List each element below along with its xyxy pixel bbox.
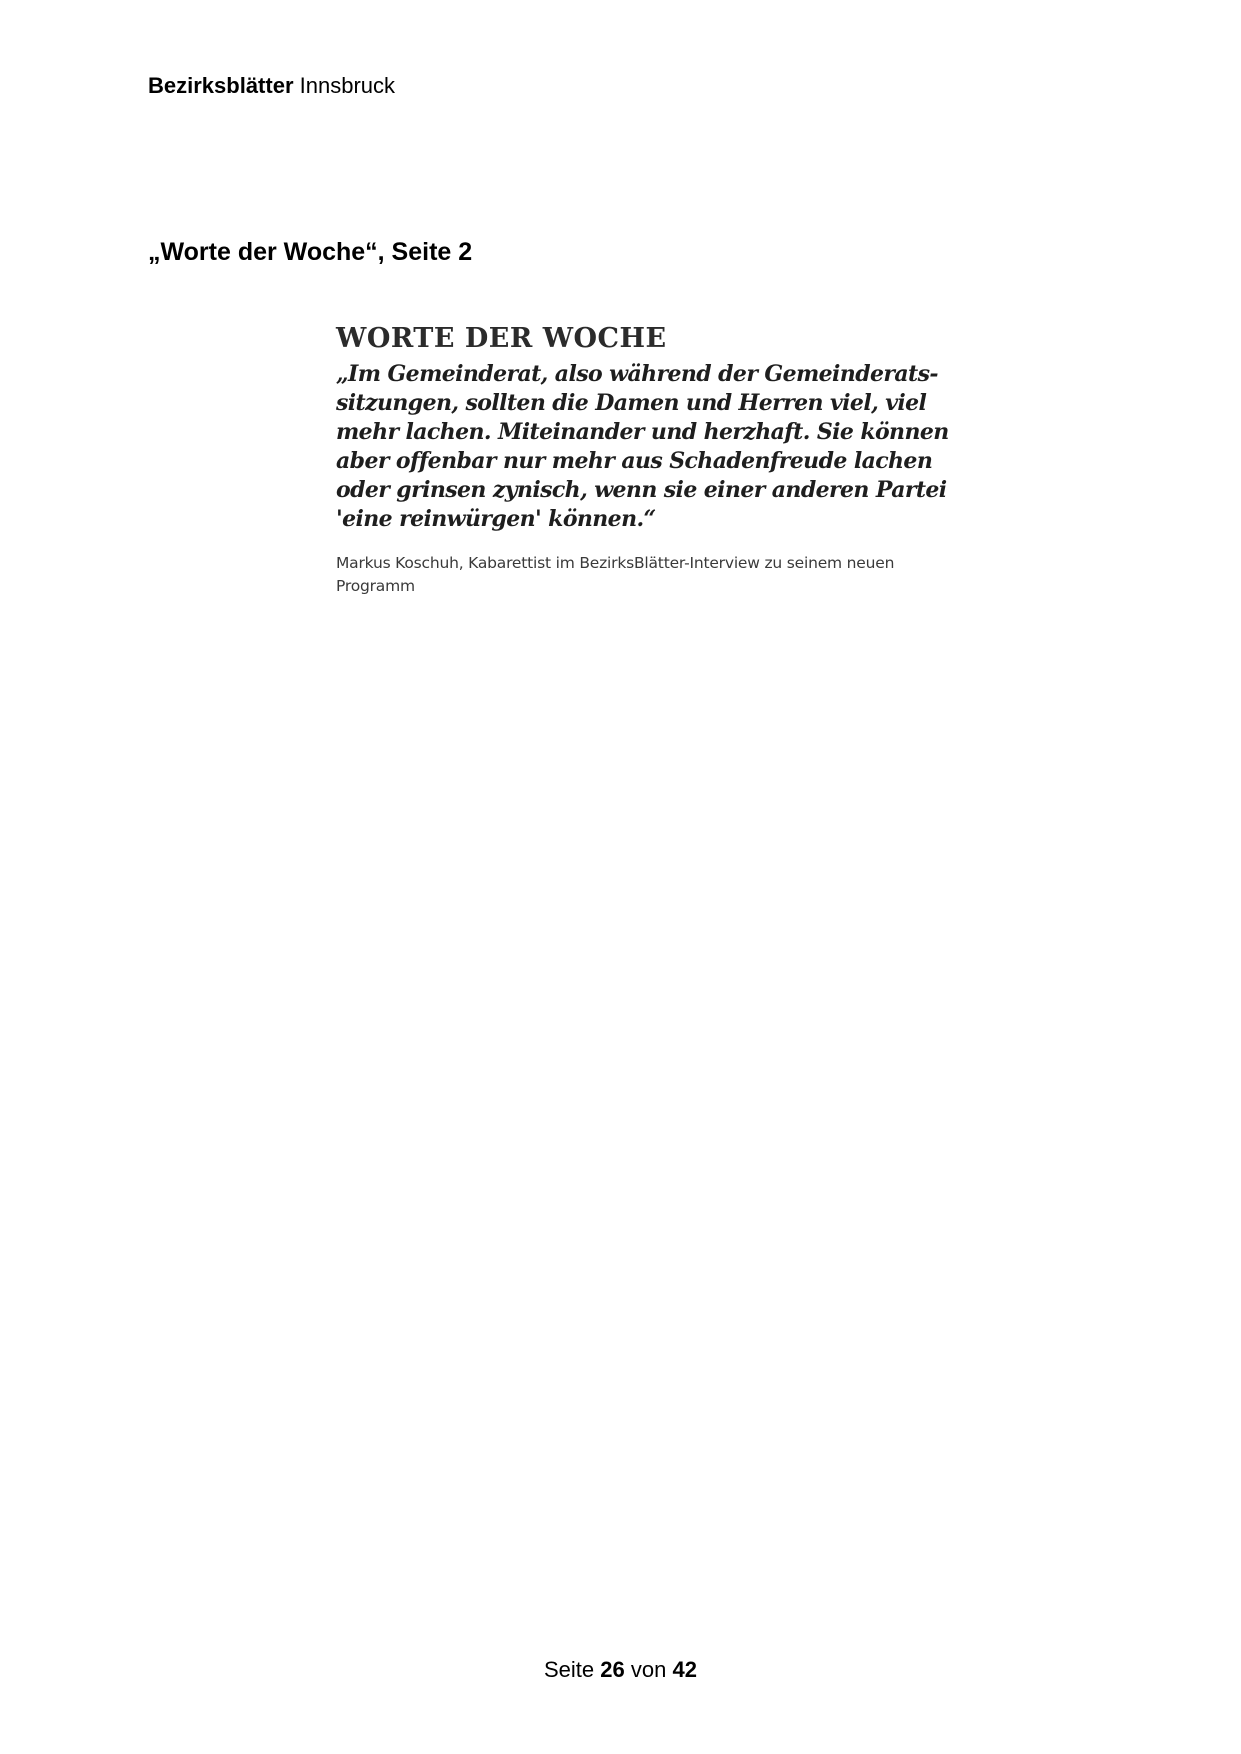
quote-line: „Im Gemeinderat, also während der Gemeinderats- [336, 361, 938, 387]
clipping-quote [336, 360, 949, 534]
page-footer [0, 1656, 1241, 1684]
quote-line: mehr lachen. Miteinander und herzhaft. Sie können [336, 419, 949, 445]
quote-line: sitzungen, sollten die Damen und Herren viel, viel [336, 390, 927, 416]
attribution-line: Markus Koschuh, Kabarettist im BezirksBlätter-Interview zu seinem neuen [336, 554, 895, 572]
newspaper-clipping [336, 322, 949, 598]
page-header [148, 72, 395, 100]
current-page-number: 26 [600, 1657, 625, 1682]
footer-label-middle: von [630, 1657, 667, 1682]
footer-label-prefix: Seite [544, 1657, 595, 1682]
total-page-count: 42 [672, 1657, 697, 1682]
publication-name: Bezirksblätter [148, 73, 294, 98]
quote-line: oder grinsen zynisch, wenn sie einer anderen Partei [336, 477, 947, 503]
quote-line: aber offenbar nur mehr aus Schadenfreude lachen [336, 448, 933, 474]
attribution-line: Programm [336, 577, 415, 595]
section-title: „Worte der Woche“, Seite 2 [148, 238, 473, 266]
publication-region: Innsbruck [299, 73, 396, 98]
quote-line: 'eine reinwürgen' können.“ [336, 506, 656, 532]
clipping-heading: WORTE DER WOCHE [336, 323, 667, 354]
clipping-attribution [336, 552, 906, 598]
